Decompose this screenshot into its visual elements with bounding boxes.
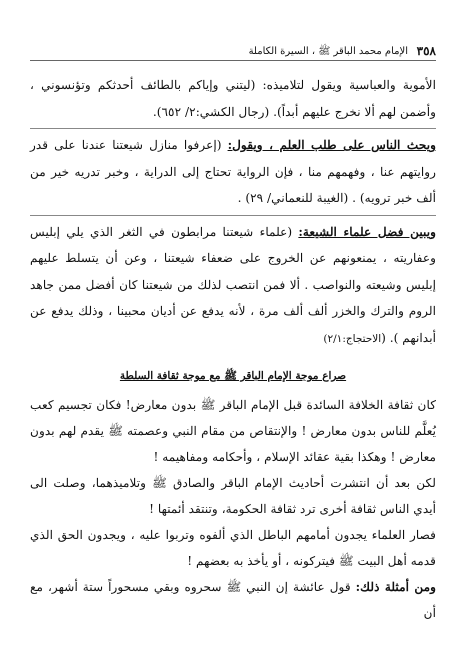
paragraph-1: الأموية والعباسية ويقول لتلاميذه: (ليتني وإياكم بالطائف أحدثكم وتؤنسوني ، وأضمن لهم ألا نخرج عليهم أبداً). (رجال الكشي:٢/ ٦٥٢). [30,78,436,119]
page-header [30,44,436,60]
paragraph-7-heading: ومن أمثلة ذلك: [355,580,437,594]
section-title: صراع موجة الإمام الباقر ﷺ مع موجة ثقافة السلطة [119,370,347,382]
paragraph-2 [30,132,436,212]
paragraph-3-heading: ويبين فضل علماء الشيعة: [298,224,437,239]
separator [30,128,436,129]
paragraph-2-text: (إعرفوا منازل شيعتنا عندنا على قدر روايتهم عنا ، وفهمهم منا ، فإن الرواية تحتاج إلى الدراية ، وخبر تدريه خير من ألف خبر ترويه) . (الغيبة للنعماني/ ٢٩) . [30,138,436,205]
page-body [30,72,436,626]
paragraph-3-reference: الاحتجاج:٢/١) [323,332,382,345]
paragraph-7 [30,574,436,626]
paragraph-5: لكن بعد أن انتشرت أحاديث الإمام الباقر والصادق ﷺ وتلاميذهما، وصلت الى أيدي الناس ثقافة أخرى ترد ثقافة الحكومة، وتنتقد أئمتها ! [30,476,436,516]
separator [30,215,436,216]
paragraph-7-text: قول عائشة إن النبي ﷺ سحروه وبقي مسحوراً ستة أشهر، مع أن [30,580,436,620]
running-title: الإمام محمد الباقر ﷺ ، السيرة الكاملة [248,46,408,57]
paragraph-4: كان ثقافة الخلافة السائدة قبل الإمام الباقر ﷺ بدون معارض! فكان تجسيم كعب يُعلَّم للناس بدون معارض ! والإنتقاص من مقام النبي وعصمته ﷺ يقدم لهم بدون معارض ! وهكذا بقية عقائد الإسلام ، وأحكامه ومفاهيمه ! [30,398,436,464]
section-body [30,392,436,626]
paragraph-3-text: (علماء شيعتنا مرابطون في الثغر الذي يلي إبليس وعفاريته ، يمنعونهم عن الخروج على ضعفاء شيعتنا ، وعن أن يتسلط عليهم إبليس وشيعته والنواصب . ألا فمن انتصب لذلك من شيعتنا كان أفضل ممن جاهد الروم والترك والخزر ألف ألف مرة ، لأنه يدفع عن أديان محبينا ، وذلك يدفع عن أبدانهم ). ( [30,224,436,345]
page-number: ٣٥٨ [416,44,436,58]
paragraph-3 [30,219,436,353]
paragraph-2-heading: ويحث الناس على طلب العلم ، ويقول: [227,138,436,152]
header-rule [30,60,436,61]
paragraph-6: فصار العلماء يجدون أمامهم الباطل الذي ألفوه وتربوا عليه ، ويجدون الحق الذي قدمه أهل البيت ﷺ فيتركونه ، أو يأخذ به بعضهم ! [30,528,436,568]
